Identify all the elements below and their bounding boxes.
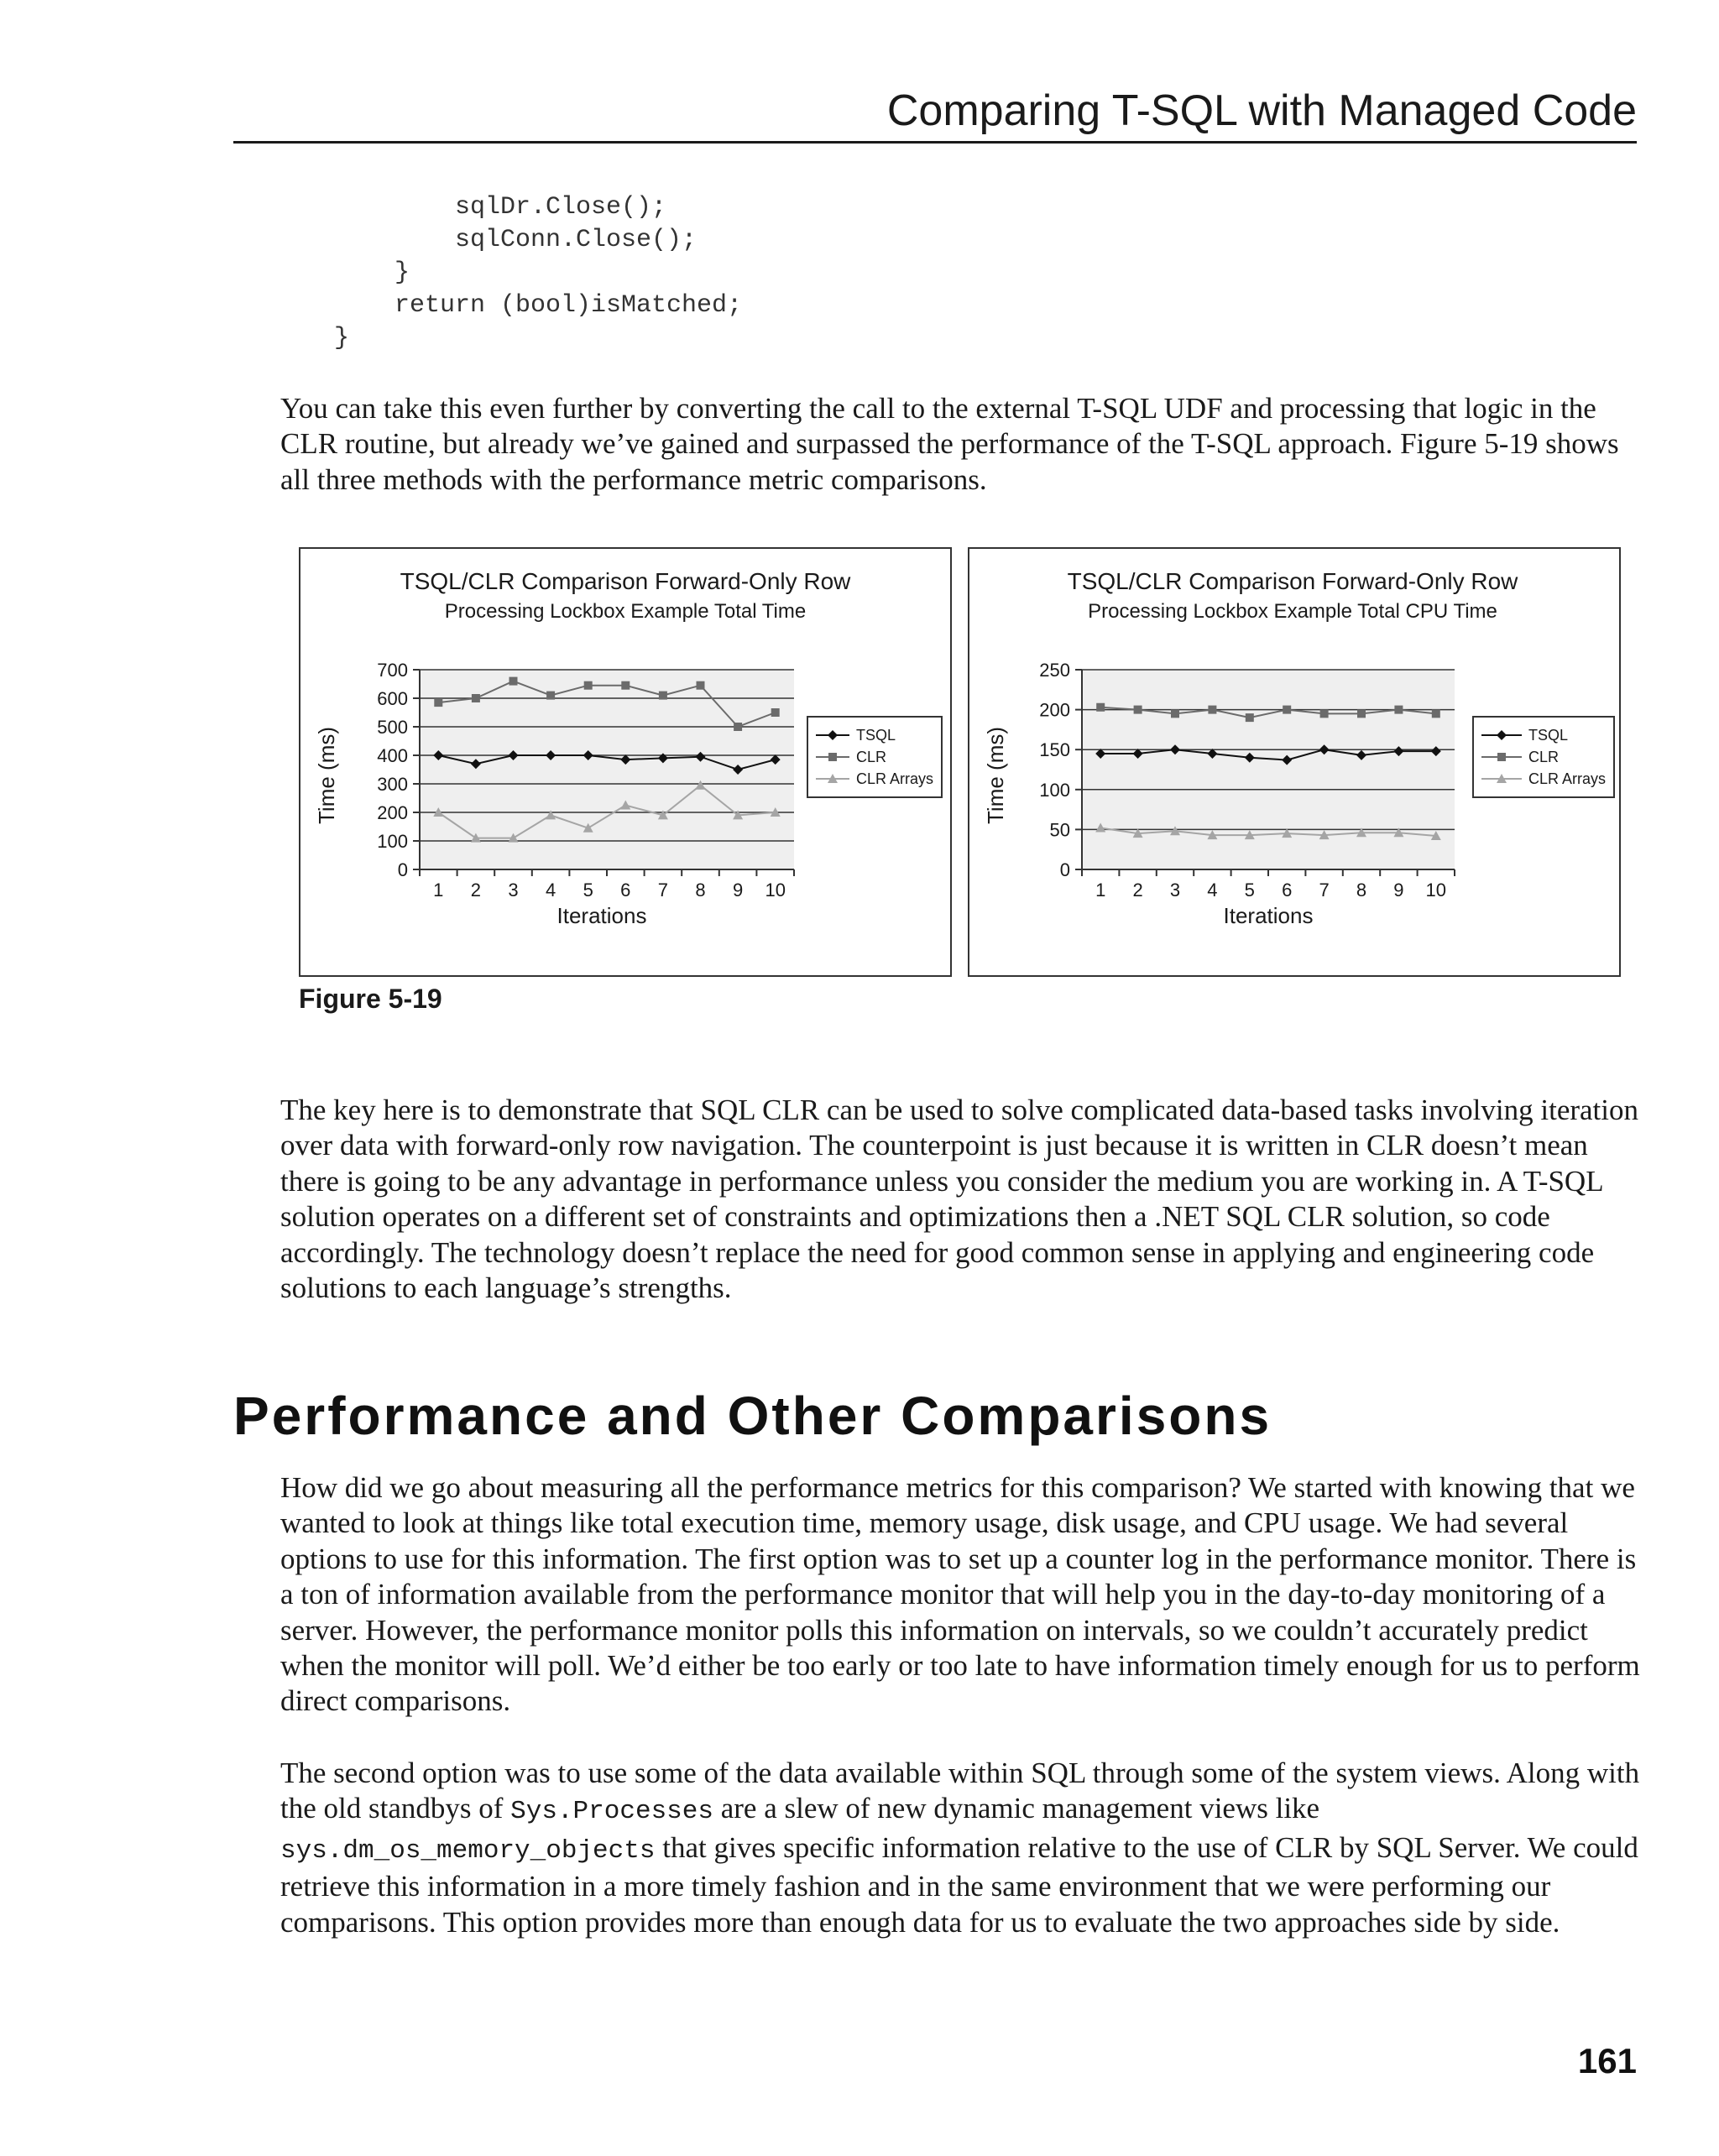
- page-number: 161: [1577, 2041, 1637, 2080]
- chart-cpu-time: [968, 547, 1621, 977]
- text-run: The second option was to use some of the data available within SQL through some of the system views. Along with the old standbys of: [280, 1757, 1640, 1825]
- figure-5-19: [299, 547, 1617, 975]
- x-axis-label: Iterations: [556, 903, 647, 928]
- code-snippet: [334, 191, 743, 355]
- y-tick-label: 0: [397, 859, 408, 880]
- y-tick-label: 200: [377, 802, 408, 823]
- y-tick-label: 150: [1039, 739, 1070, 761]
- x-tick-label: 2: [470, 880, 482, 901]
- x-tick-label: 4: [545, 880, 556, 901]
- x-axis-label: Iterations: [1223, 903, 1314, 928]
- y-tick-label: 500: [377, 717, 408, 738]
- x-tick-label: 7: [657, 880, 669, 901]
- chart-cpu-time-svg: [969, 549, 1619, 975]
- section-heading: Performance and Other Comparisons: [233, 1386, 1272, 1446]
- legend-label: TSQL: [1528, 727, 1569, 744]
- data-point: [1394, 706, 1403, 714]
- data-point: [584, 681, 593, 690]
- data-point: [1357, 709, 1366, 718]
- x-tick-label: 8: [1356, 880, 1367, 901]
- x-tick-label: 10: [765, 880, 786, 901]
- x-tick-label: 6: [620, 880, 631, 901]
- data-point: [509, 677, 518, 686]
- legend-label: CLR Arrays: [856, 770, 934, 787]
- x-tick-label: 10: [1425, 880, 1447, 901]
- chart-subtitle: Processing Lockbox Example Total CPU Time: [1088, 600, 1497, 623]
- legend-label: CLR: [856, 749, 887, 765]
- plot-area: [1039, 660, 1455, 901]
- x-tick-label: 7: [1319, 880, 1330, 901]
- y-tick-label: 100: [377, 831, 408, 852]
- paragraph-performance: How did we go about measuring all the performance metrics for this comparison? We started with knowing that we wanted to look at things like total execution time, memory usage, disk usage, and CPU usage. We had several options to use for this information. The first option was to set up a counter log in the performance monitor. There is a ton of information available from the performance monitor that will help you in the day-to-day monitoring of a server. However, the performance monitor polls this information on intervals, so we couldn’t accurately predict when the monitor will poll. We’d either be too early or too late to have information timely enough for us to perform direct comparisons.: [280, 1471, 1640, 1718]
- chart-title: TSQL/CLR Comparison Forward-Only Row: [400, 568, 851, 594]
- running-head-title: Comparing T-SQL with Managed Code: [886, 86, 1637, 135]
- x-tick-label: 9: [732, 880, 744, 901]
- paragraph-intro: You can take this even further by converting the call to the external T-SQL UDF and processing that logic in the CLR routine, but already we’ve gained and surpassed the performance of the T-SQL approach. Figure 5-19 shows all three methods with the performance metric comparisons.: [280, 392, 1619, 496]
- data-point: [1208, 706, 1216, 714]
- legend-swatch-marker: [828, 753, 837, 761]
- data-point: [546, 692, 555, 700]
- y-tick-label: 700: [377, 660, 408, 681]
- y-tick-label: 50: [1049, 819, 1070, 841]
- data-point: [659, 692, 667, 700]
- paragraph-system-views: [280, 1756, 1640, 1940]
- y-tick-label: 200: [1039, 699, 1070, 721]
- chart-total-time: [299, 547, 952, 977]
- y-tick-label: 0: [1059, 859, 1070, 880]
- x-tick-label: 1: [433, 880, 444, 901]
- legend-label: TSQL: [856, 727, 896, 744]
- code-line: }: [334, 324, 350, 352]
- x-tick-label: 8: [695, 880, 706, 901]
- chart-subtitle: Processing Lockbox Example Total Time: [444, 600, 807, 623]
- x-tick-label: 5: [1244, 880, 1255, 901]
- data-point: [1246, 713, 1254, 722]
- y-tick-label: 300: [377, 774, 408, 795]
- x-tick-label: 1: [1095, 880, 1106, 901]
- data-point: [734, 723, 742, 731]
- chart-total-time-svg: [300, 549, 950, 975]
- data-point: [697, 681, 705, 690]
- data-point: [1171, 709, 1179, 718]
- running-head: [233, 84, 1637, 144]
- chart-title: TSQL/CLR Comparison Forward-Only Row: [1067, 568, 1518, 594]
- data-point: [1432, 709, 1440, 718]
- plot-area: [377, 660, 794, 901]
- data-point: [1320, 709, 1329, 718]
- y-tick-label: 600: [377, 688, 408, 709]
- legend: [1473, 717, 1614, 797]
- y-axis-label: Time (ms): [314, 726, 339, 825]
- data-point: [771, 708, 780, 717]
- x-tick-label: 4: [1207, 880, 1218, 901]
- x-tick-label: 9: [1393, 880, 1404, 901]
- paragraph-key-point: The key here is to demonstrate that SQL CLR can be used to solve complicated data-based tasks involving iteration over data with forward-only row navigation. The counterpoint is just because it is written in CLR doesn’t mean there is going to be any advantage in performance unless you consider the medium you are working in. A T-SQL solution operates on a different set of constraints and optimizations then a .NET SQL CLR solution, so code accordingly. The technology doesn’t replace the need for good common sense in applying and engineering code solutions to each language’s strengths.: [280, 1094, 1638, 1305]
- code-line: }: [394, 258, 410, 287]
- x-tick-label: 5: [583, 880, 593, 901]
- code-line: sqlConn.Close();: [394, 226, 698, 254]
- legend: [807, 717, 942, 797]
- text-run: are a slew of new dynamic management views like: [713, 1792, 1320, 1825]
- plot-background: [1082, 670, 1455, 869]
- x-tick-label: 3: [508, 880, 519, 901]
- data-point: [472, 694, 480, 702]
- data-point: [1283, 706, 1291, 714]
- y-tick-label: 250: [1039, 660, 1070, 681]
- code-line: sqlDr.Close();: [394, 193, 667, 222]
- legend-label: CLR Arrays: [1528, 770, 1607, 787]
- y-tick-label: 400: [377, 745, 408, 766]
- inline-code-dm-os-memory-objects: sys.dm_os_memory_objects: [280, 1835, 656, 1866]
- code-line: return (bool)isMatched;: [394, 291, 743, 320]
- x-tick-label: 3: [1169, 880, 1181, 901]
- legend-label: CLR: [1528, 749, 1560, 765]
- data-point: [621, 681, 630, 690]
- y-axis-label: Time (ms): [983, 726, 1008, 825]
- x-tick-label: 2: [1132, 880, 1143, 901]
- x-tick-label: 6: [1282, 880, 1293, 901]
- data-point: [1134, 706, 1142, 714]
- data-point: [1096, 703, 1105, 712]
- figure-caption: Figure 5-19: [299, 984, 442, 1014]
- legend-swatch-marker: [1497, 753, 1506, 761]
- text-run: that gives specific information relative to the use of CLR by SQL Server. We could retrieve this information in a more timely fashion and in the same environment that we were performing our comparisons. This option provides more than enough data for us to evaluate the two approaches side by side.: [280, 1830, 1638, 1939]
- y-tick-label: 100: [1039, 779, 1070, 801]
- data-point: [434, 698, 442, 707]
- inline-code-sys-processes: Sys.Processes: [510, 1797, 713, 1827]
